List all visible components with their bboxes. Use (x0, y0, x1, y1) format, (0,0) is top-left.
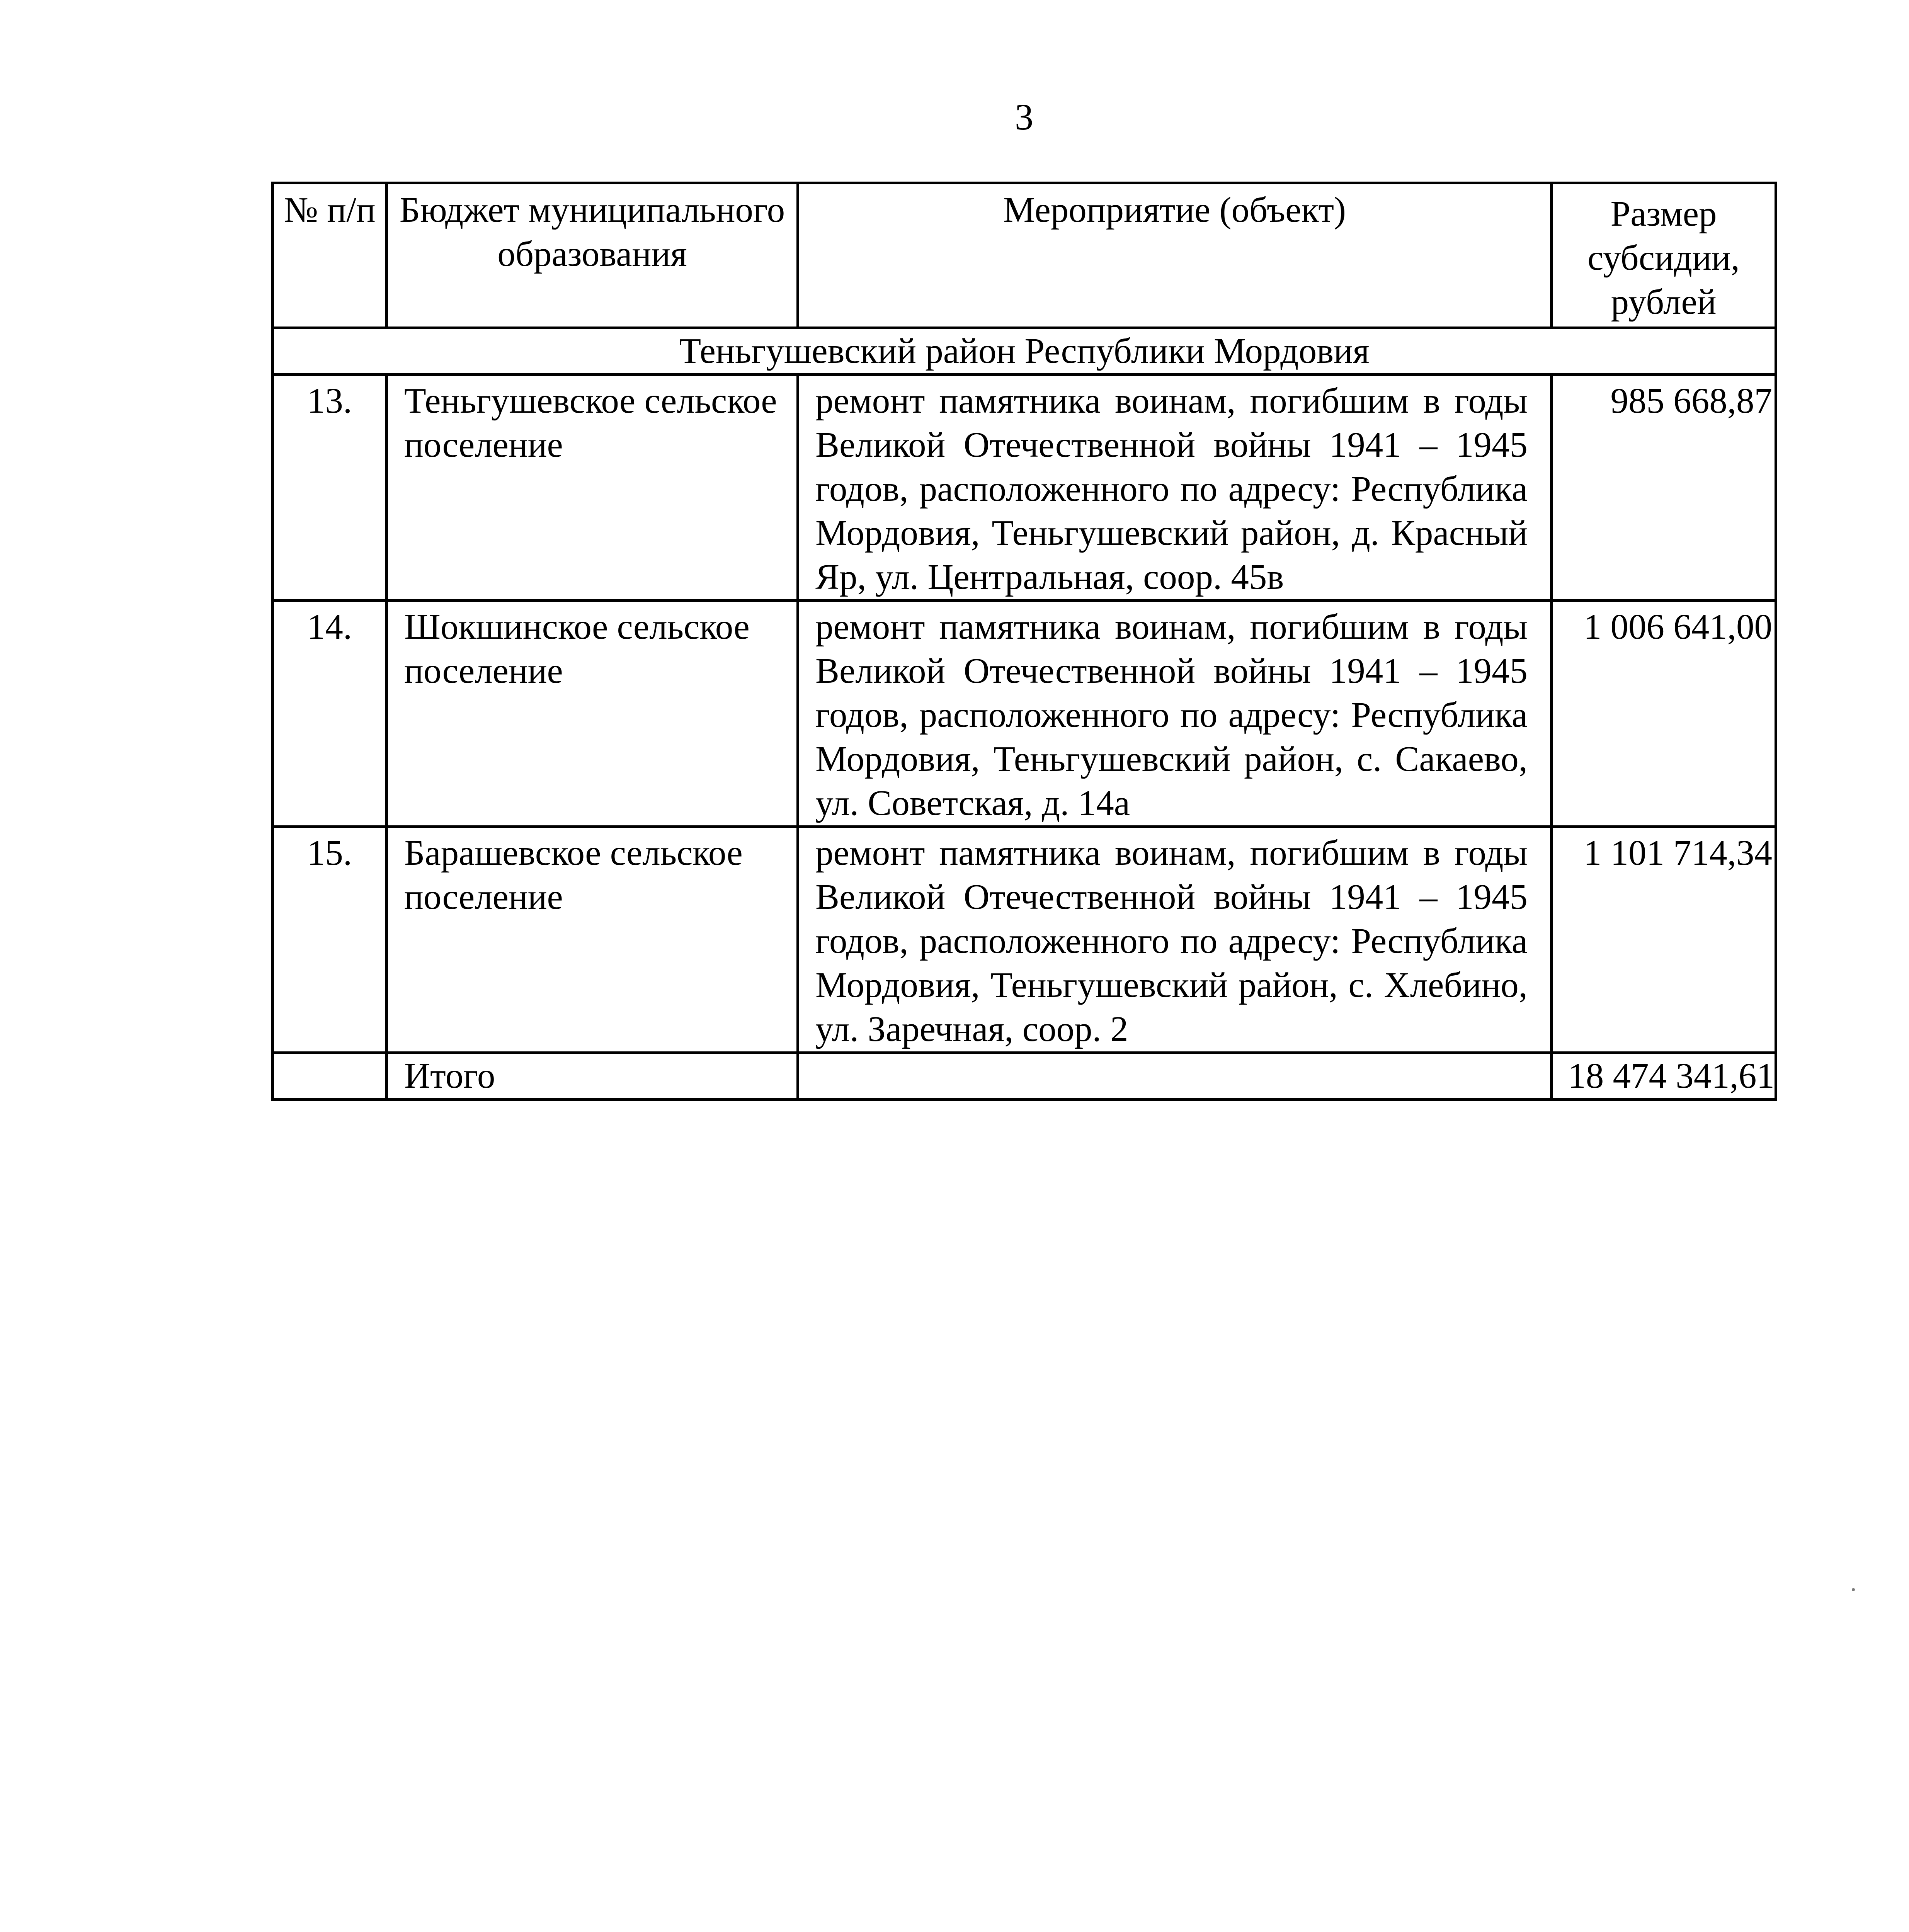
row-number: 14. (273, 601, 387, 827)
row-amount: 985 668,87 (1552, 375, 1776, 601)
table-row (273, 375, 1776, 601)
total-empty-cell (273, 1053, 387, 1100)
subsidy-table (271, 182, 1777, 1101)
row-amount: 1 006 641,00 (1552, 601, 1776, 827)
row-budget: Теньгушевское сельское поселение (387, 375, 798, 601)
header-number: № п/п (273, 183, 387, 328)
total-label: Итого (387, 1053, 798, 1100)
page-number: 3 (1015, 96, 1033, 138)
region-title: Теньгушевский район Республики Мордовия (273, 328, 1776, 375)
table-row (273, 827, 1776, 1053)
total-empty-cell (798, 1053, 1552, 1100)
total-row (273, 1053, 1776, 1100)
header-event: Мероприятие (объект) (798, 183, 1552, 328)
header-budget: Бюджет муниципального образования (387, 183, 798, 328)
header-amount: Размер субсидии, рублей (1552, 183, 1776, 328)
row-event: ремонт памятника воинам, погибшим в годы Великой Отечественной войны 1941 – 1945 годов, расположенного по адресу: Республика Мордовия, Теньгушевский район, с. Хлебино, ул. Заречная, соор. 2 (798, 827, 1552, 1053)
total-amount: 18 474 341,61 (1552, 1053, 1776, 1100)
row-event: ремонт памятника воинам, погибшим в годы Великой Отечественной войны 1941 – 1945 годов, расположенного по адресу: Республика Мордовия, Теньгушевский район, с. Сакаево, ул. Советская, д. 14а (798, 601, 1552, 827)
row-budget: Барашевское сельское поселение (387, 827, 798, 1053)
region-row (273, 328, 1776, 375)
table-row (273, 601, 1776, 827)
row-event: ремонт памятника воинам, погибшим в годы Великой Отечественной войны 1941 – 1945 годов, расположенного по адресу: Республика Мордовия, Теньгушевский район, д. Красный Яр, ул. Центральная, соор. 45в (798, 375, 1552, 601)
row-number: 13. (273, 375, 387, 601)
row-budget: Шокшинское сельское поселение (387, 601, 798, 827)
row-amount: 1 101 714,34 (1552, 827, 1776, 1053)
row-number: 15. (273, 827, 387, 1053)
table-header-row (273, 183, 1776, 328)
scan-speck (1852, 1588, 1855, 1591)
